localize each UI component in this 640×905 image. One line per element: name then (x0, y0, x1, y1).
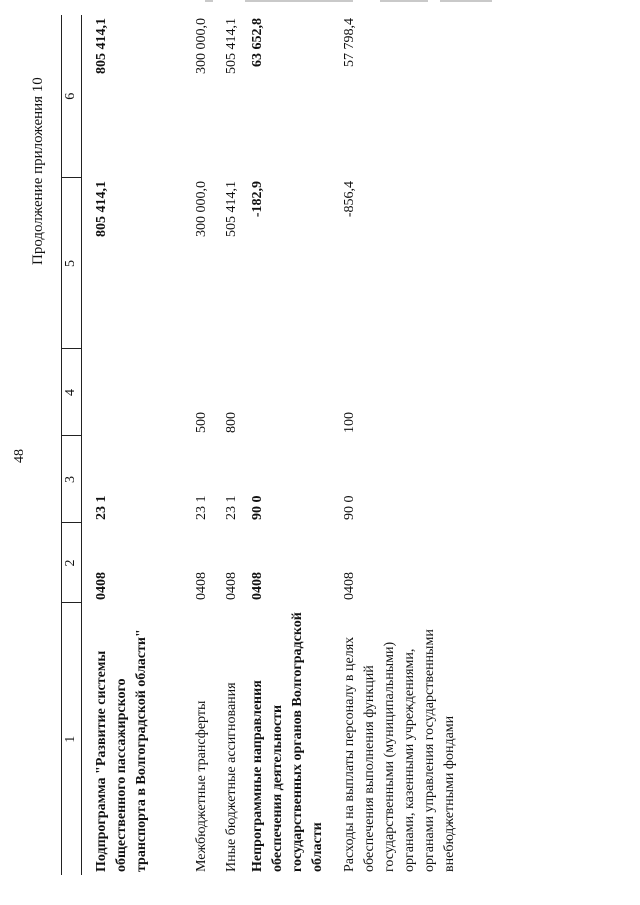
row-change: 300 000,0 (194, 181, 209, 237)
row-type: 100 (342, 412, 357, 433)
row-target: 23 1 (224, 495, 239, 520)
row-total: 63 652,8 (250, 18, 265, 67)
col-header-6: 6 (62, 15, 82, 178)
appendix-caption: Продолжение приложения 10 (30, 77, 46, 265)
row-type (82, 349, 193, 436)
row-target: 90 0 (342, 495, 357, 520)
table-header-row (62, 15, 82, 875)
table-row (340, 15, 460, 875)
row-target: 23 1 (194, 495, 209, 520)
row-total: 57 798,4 (342, 18, 357, 67)
row-type (248, 349, 340, 436)
row-name: Непрограммные направления обеспечения деятельности государственных органов Волгоградской области (250, 612, 325, 872)
table-row (192, 15, 222, 875)
row-section: 0408 (224, 572, 239, 600)
row-total: 505 414,1 (224, 18, 239, 74)
row-change: 805 414,1 (94, 181, 109, 237)
row-type: 800 (224, 412, 239, 433)
col-header-3: 3 (62, 436, 82, 523)
row-total: 805 414,1 (94, 18, 109, 74)
table-row (222, 15, 248, 875)
page-number: 48 (12, 449, 27, 463)
row-type: 500 (194, 412, 209, 433)
col-header-1: 1 (62, 603, 82, 875)
row-target: 90 0 (250, 495, 265, 520)
col-header-5: 5 (62, 178, 82, 349)
row-total: 300 000,0 (194, 18, 209, 74)
row-target: 23 1 (94, 495, 109, 520)
row-name: Подпрограмма "Развитие системы общественного пассажирского транспорта в Волгоградской области" (94, 629, 149, 872)
row-section: 0408 (342, 572, 357, 600)
row-section: 0408 (250, 572, 265, 600)
row-change: -856,4 (342, 181, 357, 218)
col-header-4: 4 (62, 349, 82, 436)
row-section: 0408 (194, 572, 209, 600)
row-change: 505 414,1 (224, 181, 239, 237)
row-name: Иные бюджетные ассигнования (224, 682, 239, 872)
row-name: Межбюджетные трансферты (194, 700, 209, 872)
row-change: -182,9 (250, 181, 265, 218)
row-name: Расходы на выплаты персоналу в целях обеспечения выполнения функций государственными (муниципальными) органами, казенными учреждениями, органами управления государственными внебюджетными фондами (342, 629, 457, 872)
row-section: 0408 (94, 572, 109, 600)
col-header-2: 2 (62, 523, 82, 603)
table-row (82, 15, 193, 875)
table-row (248, 15, 340, 875)
budget-table (61, 15, 460, 875)
